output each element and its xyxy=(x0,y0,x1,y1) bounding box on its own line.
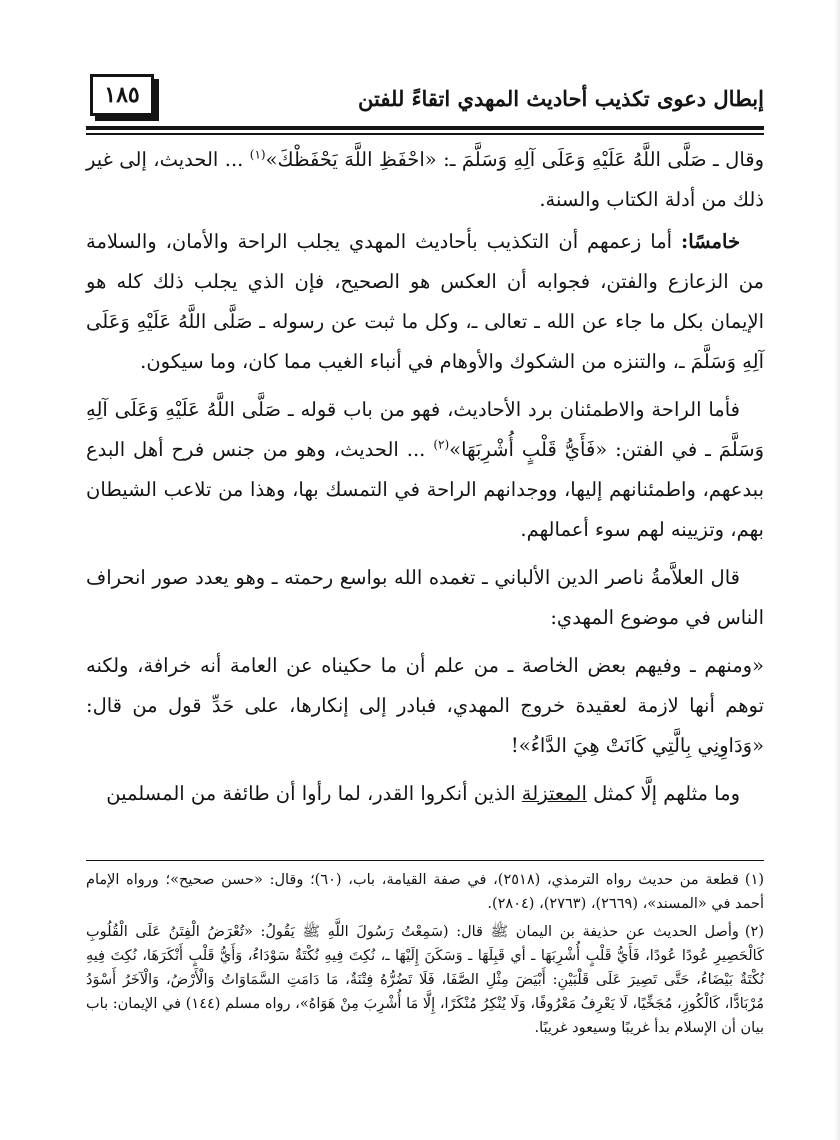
p5-text: «ومنهم ـ وفيهم بعض الخاصة ـ من علم أن ما حكيناه عن العامة أنه خرافة، ولكنه توهم أنها لازمة لعقيدة خروج المهدي، فبادر إلى إنكارها، على حَدِّ قول من قال: «وَدَاوِنِي بِالَّتِي كَانَتْ هِيَ الدَّاءُ»! xyxy=(86,654,764,757)
header-rule-thin xyxy=(86,133,764,135)
p6-text-b: الذين أنكروا القدر، لما رأوا أن طائفة من المسلمين xyxy=(106,782,522,805)
footnote-ref-1: (١) xyxy=(249,147,266,162)
p1-text-b: ... الحديث، إلى غير ذلك من أدلة الكتاب والسنة. xyxy=(86,148,764,211)
footnote-1-number: (١) xyxy=(744,872,765,888)
paragraph-4 xyxy=(86,558,764,638)
p6-underlined-term: المعتزلة xyxy=(521,782,587,805)
page-number: ١٨٥ xyxy=(104,82,140,108)
scan-edge-shadow xyxy=(834,0,840,1140)
p6-text-a: وما مثلهم إلَّا كمثل xyxy=(586,782,740,805)
page-header xyxy=(86,68,764,124)
footnote-1-text: قطعة من حديث رواه الترمذي، (٢٥١٨)، في صفة القيامة، باب، (٦٠)؛ وقال: «حسن صحيح»؛ ورواه الإمام أحمد في «المسند»، (٢٦٦٩)، (٢٧٦٣)، (٢٨٠٤). xyxy=(86,872,764,912)
p3-text-a: فأما الراحة والاطمئنان برد الأحاديث، فهو من باب قوله ـ صَلَّى اللَّهُ عَلَيْهِ وَعَلَى آلِهِ وَسَلَّمَ ـ في الفتن: «فَأَيُّ قَلْبٍ أُشْرِبَهَا» xyxy=(86,398,764,461)
paragraph-2 xyxy=(86,222,764,382)
paragraph-6 xyxy=(86,774,764,814)
paragraph-1 xyxy=(86,140,764,220)
p2-text: أما زعمهم أن التكذيب بأحاديث المهدي يجلب الراحة والأمان، والسلامة من الزعازع والفتن، فجوابه أن العكس هو الصحيح، فإن الذي يجلب ذلك كله هو الإيمان بكل ما جاء عن الله ـ تعالى ـ، وكل ما ثبت عن رسوله ـ صَلَّى اللَّهُ عَلَيْهِ وَعَلَى آلِهِ وَسَلَّمَ ـ، والتنزه من الشكوك والأوهام في أنباء الغيب مما كان، وما سيكون. xyxy=(86,230,764,373)
footnote-ref-2: (٢) xyxy=(433,437,450,452)
footnote-2-text: وأصل الحديث عن حذيفة بن اليمان ﷺ قال: (سَمِعْتُ رَسُولَ اللَّهِ ﷺ يَقُولُ: «تُعْرَضُ الْفِتَنُ عَلَى الْقُلُوبِ كَالْحَصِيرِ عُودًا عُودًا، فَأَيُّ قَلْبٍ أُشْرِبَهَا ـ أي قَبِلَهَا ـ وَسَكَنَ إِلَيْهَا ـ، نُكِتَ فِيهِ نُكْتَةٌ سَوْدَاءُ، وَأَيُّ قَلْبٍ أَنْكَرَهَا، نُكِتَ فِيهِ نُكْتَةٌ بَيْضَاءُ، حَتَّى تَصِيرَ عَلَى قَلْبَيْنِ: أَبْيَضَ مِثْلِ الصَّفَا، فَلَا تَضُرُّهُ فِتْنَةٌ، مَا دَامَتِ السَّمَاوَاتُ وَالْأَرْضُ، وَالْآخَرُ أَسْوَدُ مُرْبَادًّا، كَالْكُوزِ، مُجَخِّيًا، لَا يَعْرِفُ مَعْرُوفًا، وَلَا يُنْكِرُ مُنْكَرًا، إِلَّا مَا أُشْرِبَ مِنْ هَوَاهُ»، رواه مسلم (١٤٤) في الإيمان: باب بيان أن الإسلام بدأ غريبًا وسيعود غريبًا. xyxy=(86,924,764,1036)
p1-text-a: وقال ـ صَلَّى اللَّهُ عَلَيْهِ وَعَلَى آلِهِ وَسَلَّمَ ـ: «احْفَظِ اللَّهَ يَحْفَظْكَ» xyxy=(265,148,764,171)
paragraph-5-quote xyxy=(86,646,764,766)
footnotes xyxy=(86,868,764,1044)
p2-keyword: خامسًا: xyxy=(681,230,740,253)
p4-text: قال العلاَّمةُ ناصر الدين الألباني ـ تغمده الله بواسع رحمته ـ وهو يعدد صور انحراف الناس في موضوع المهدي: xyxy=(86,566,764,629)
header-rule-thick xyxy=(86,126,764,130)
running-title: إبطال دعوى تكذيب أحاديث المهدي اتقاءً للفتن xyxy=(358,86,764,111)
footnote-1 xyxy=(86,868,764,916)
footnote-2-number: (٢) xyxy=(744,924,764,940)
footnote-2 xyxy=(86,920,764,1040)
page-number-box xyxy=(90,74,154,116)
main-text xyxy=(86,140,764,822)
p3-text-b: ... الحديث، وهو من جنس فرح أهل البدع ببدعهم، واطمئنانهم إليها، ووجدانهم الراحة في التمسك بها، وهذا من تلاعب الشيطان بهم، وتزيينه لهم سوء أعمالهم. xyxy=(86,438,764,541)
paragraph-3 xyxy=(86,390,764,550)
footnote-separator xyxy=(86,860,764,861)
